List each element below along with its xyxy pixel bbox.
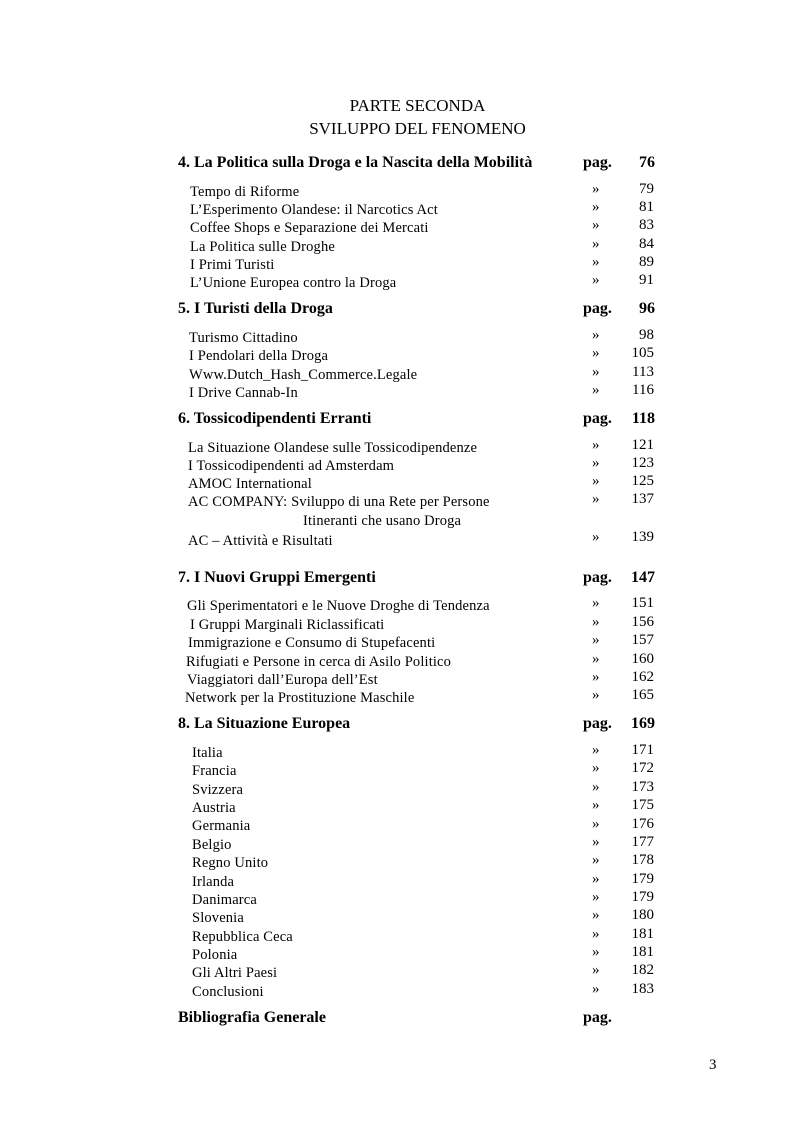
toc-entry[interactable]: Svizzera <box>192 782 244 798</box>
toc-entry[interactable]: La Politica sulle Droghe <box>190 239 335 255</box>
chapter-page: 169 <box>631 715 655 732</box>
entry-page: 160 <box>631 651 654 667</box>
toc-entry[interactable]: AC – Attività e Risultati <box>188 533 333 549</box>
chapter-title: 7. I Nuovi Gruppi Emergenti <box>178 569 376 586</box>
toc-entry[interactable]: Network per la Prostituzione Maschile <box>185 690 415 706</box>
entry-page: 178 <box>631 852 654 868</box>
chapter-title: 6. Tossicodipendenti Erranti <box>178 410 372 427</box>
toc-entry[interactable]: I Pendolari della Droga <box>189 348 329 364</box>
entry-page: 171 <box>631 742 654 758</box>
chapter-heading[interactable] <box>178 154 655 176</box>
entry-page: 116 <box>632 382 654 398</box>
ditto-mark: » <box>592 797 600 813</box>
toc-entry[interactable]: Danimarca <box>192 892 257 908</box>
entry-page: 105 <box>631 345 654 361</box>
part-subtitle: SVILUPPO DEL FENOMENO <box>309 119 526 138</box>
entry-page: 156 <box>631 614 654 630</box>
ditto-mark: » <box>592 364 600 380</box>
ditto-mark: » <box>592 632 600 648</box>
toc-entry[interactable]: I Gruppi Marginali Riclassificati <box>190 617 385 633</box>
ditto-mark: » <box>592 595 600 611</box>
entry-page: 125 <box>631 473 654 489</box>
ditto-mark: » <box>592 327 600 343</box>
page-number: 3 <box>709 1057 717 1073</box>
entry-page: 162 <box>631 669 654 685</box>
toc-entry[interactable]: AC COMPANY: Sviluppo di una Rete per Persone <box>188 494 490 510</box>
ditto-mark: » <box>592 962 600 978</box>
toc-entry[interactable]: Francia <box>192 763 237 779</box>
toc-entry[interactable]: I Tossicodipendenti ad Amsterdam <box>188 458 395 474</box>
pag-label: pag. <box>583 715 612 732</box>
entry-page: 176 <box>631 816 654 832</box>
toc-entry[interactable]: I Primi Turisti <box>190 257 275 273</box>
toc-entry-continuation: Itineranti che usano Droga <box>303 513 462 529</box>
toc-entry[interactable]: Slovenia <box>192 910 244 926</box>
ditto-mark: » <box>592 926 600 942</box>
chapter-page: 96 <box>639 300 655 317</box>
ditto-mark: » <box>592 834 600 850</box>
ditto-mark: » <box>592 852 600 868</box>
toc-entry[interactable]: Www.Dutch_Hash_Commerce.Legale <box>189 367 418 383</box>
toc-entry[interactable]: Austria <box>192 800 236 816</box>
entry-page: 81 <box>639 199 654 215</box>
chapter-page: 76 <box>639 154 655 171</box>
ditto-mark: » <box>592 889 600 905</box>
entry-page: 98 <box>639 327 654 343</box>
entry-page: 157 <box>631 632 654 648</box>
chapter-heading[interactable] <box>178 300 655 322</box>
toc-entry[interactable]: Coffee Shops e Separazione dei Mercati <box>190 220 429 236</box>
entry-page: 123 <box>631 455 654 471</box>
ditto-mark: » <box>592 687 600 703</box>
toc-entry[interactable]: Regno Unito <box>192 855 269 871</box>
entry-page: 79 <box>639 181 654 197</box>
toc-entry[interactable]: Conclusioni <box>192 984 264 1000</box>
ditto-mark: » <box>592 199 600 215</box>
entry-page: 172 <box>631 760 654 776</box>
entry-page: 121 <box>631 437 654 453</box>
toc-entry[interactable]: Italia <box>192 745 223 761</box>
chapter-heading[interactable] <box>178 410 655 432</box>
entry-page: 91 <box>639 272 654 288</box>
toc-entry[interactable]: Turismo Cittadino <box>189 330 298 346</box>
chapter-title: 4. La Politica sulla Droga e la Nascita della Mobilità <box>178 154 533 171</box>
entry-page: 137 <box>631 491 654 507</box>
ditto-mark: » <box>592 614 600 630</box>
part-heading: PARTE SECONDA <box>349 96 486 115</box>
ditto-mark: » <box>592 217 600 233</box>
chapter-title: Bibliografia Generale <box>178 1009 326 1026</box>
entry-page: 139 <box>631 529 654 545</box>
ditto-mark: » <box>592 455 600 471</box>
chapter-page: 118 <box>631 410 655 427</box>
toc-entry[interactable]: Irlanda <box>192 874 235 890</box>
toc-entry[interactable]: Immigrazione e Consumo di Stupefacenti <box>188 635 436 651</box>
entry-page: 182 <box>631 962 654 978</box>
chapter-page: 147 <box>631 569 655 586</box>
entry-page: 177 <box>631 834 654 850</box>
entry-page: 181 <box>631 926 654 942</box>
entry-page: 151 <box>631 595 654 611</box>
toc-entry[interactable]: Belgio <box>192 837 232 853</box>
toc-entry[interactable]: AMOC International <box>188 476 312 492</box>
entry-page: 181 <box>631 944 654 960</box>
chapter-heading[interactable] <box>178 569 655 591</box>
chapter-title: 8. La Situazione Europea <box>178 715 351 732</box>
ditto-mark: » <box>592 437 600 453</box>
ditto-mark: » <box>592 254 600 270</box>
entry-page: 165 <box>631 687 654 703</box>
ditto-mark: » <box>592 779 600 795</box>
entry-page: 84 <box>639 236 654 252</box>
pag-label: pag. <box>583 410 612 427</box>
toc-entry[interactable]: Viaggiatori dall’Europa dell’Est <box>187 672 378 688</box>
ditto-mark: » <box>592 944 600 960</box>
toc-entry[interactable]: Gli Sperimentatori e le Nuove Droghe di Tendenza <box>187 598 490 614</box>
ditto-mark: » <box>592 473 600 489</box>
toc-entry[interactable]: I Drive Cannab-In <box>189 385 298 401</box>
ditto-mark: » <box>592 760 600 776</box>
toc-entry[interactable]: L’Esperimento Olandese: il Narcotics Act <box>190 202 438 218</box>
ditto-mark: » <box>592 651 600 667</box>
bibliography-heading[interactable] <box>178 1009 655 1031</box>
toc-entry[interactable]: Rifugiati e Persone in cerca di Asilo Politico <box>186 654 452 670</box>
pag-label: pag. <box>583 1009 612 1026</box>
ditto-mark: » <box>592 871 600 887</box>
toc-entry[interactable]: Germania <box>192 818 251 834</box>
toc-entry[interactable]: Repubblica Ceca <box>192 929 293 945</box>
pag-label: pag. <box>583 154 612 171</box>
chapter-title: 5. I Turisti della Droga <box>178 300 333 317</box>
toc-entry[interactable]: Tempo di Riforme <box>190 184 300 200</box>
entry-page: 180 <box>631 907 654 923</box>
entry-page: 179 <box>631 871 654 887</box>
ditto-mark: » <box>592 382 600 398</box>
ditto-mark: » <box>592 907 600 923</box>
chapter-heading[interactable] <box>178 715 655 737</box>
ditto-mark: » <box>592 981 600 997</box>
entry-page: 89 <box>639 254 654 270</box>
toc-entry[interactable]: L’Unione Europea contro la Droga <box>190 275 397 291</box>
ditto-mark: » <box>592 345 600 361</box>
ditto-mark: » <box>592 742 600 758</box>
toc-entry[interactable]: Gli Altri Paesi <box>192 965 278 981</box>
entry-page: 183 <box>631 981 654 997</box>
ditto-mark: » <box>592 236 600 252</box>
pag-label: pag. <box>583 300 612 317</box>
ditto-mark: » <box>592 272 600 288</box>
toc-entry[interactable]: La Situazione Olandese sulle Tossicodipendenze <box>188 440 478 456</box>
entry-page: 113 <box>632 364 654 380</box>
ditto-mark: » <box>592 669 600 685</box>
ditto-mark: » <box>592 529 600 545</box>
entry-page: 179 <box>631 889 654 905</box>
ditto-mark: » <box>592 816 600 832</box>
ditto-mark: » <box>592 491 600 507</box>
entry-page: 175 <box>631 797 654 813</box>
toc-entry[interactable]: Polonia <box>192 947 238 963</box>
ditto-mark: » <box>592 181 600 197</box>
entry-page: 83 <box>639 217 654 233</box>
pag-label: pag. <box>583 569 612 586</box>
entry-page: 173 <box>631 779 654 795</box>
